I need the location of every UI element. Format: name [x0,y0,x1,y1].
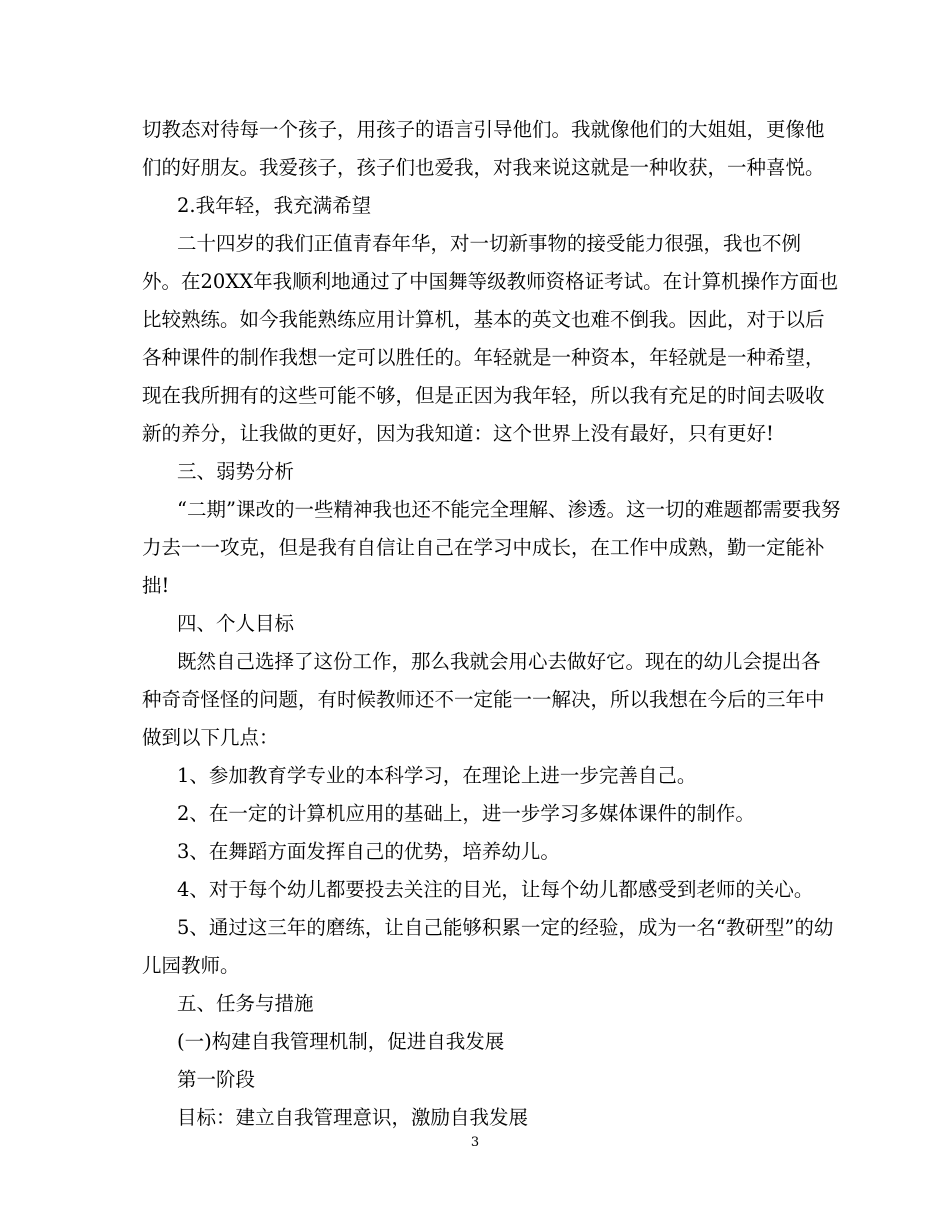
list-item: 4、对于每个幼儿都要投去关注的目光，让每个幼儿都感受到老师的关心。 [177,878,814,901]
paragraph-line: 们的好朋友。我爱孩子，孩子们也爱我，对我来说这就是一种收获，一种喜悦。 [142,156,825,179]
paragraph-line: 第一阶段 [177,1068,256,1091]
list-item: 1、参加教育学专业的本科学习，在理论上进一步完善自己。 [177,764,697,787]
paragraph-line: 既然自己选择了这份工作，那么我就会用心去做好它。现在的幼儿会提出各 [177,650,821,673]
section-heading: 四、个人目标 [177,612,295,635]
paragraph-line: 外。在20XX年我顺利地通过了中国舞等级教师资格证考试。在计算机操作方面也 [142,270,839,293]
paragraph-line: 拙! [142,574,170,597]
paragraph-line: 儿园教师。 [142,954,240,977]
paragraph-line: 力去一一攻克，但是我有自信让自己在学习中成长，在工作中成熟，勤一定能补 [142,536,825,559]
paragraph-line: 新的养分，让我做的更好，因为我知道：这个世界上没有最好，只有更好! [142,422,774,445]
paragraph-line: “二期”课改的一些精神我也还不能完全理解、渗透。这一切的难题都需要我努 [177,498,841,521]
paragraph-line: 目标：建立自我管理意识，激励自我发展 [177,1106,529,1129]
paragraph-line: 现在我所拥有的这些可能不够，但是正因为我年轻，所以我有充足的时间去吸收 [142,384,825,407]
paragraph-line: 二十四岁的我们正值青春年华，对一切新事物的接受能力很强，我也不例 [177,232,802,255]
section-heading: 三、弱势分析 [177,460,295,483]
section-heading: 2.我年轻，我充满希望 [177,194,372,217]
paragraph-line: 比较熟练。如今我能熟练应用计算机，基本的英文也难不倒我。因此，对于以后 [142,308,825,331]
list-item: 2、在一定的计算机应用的基础上，进一步学习多媒体课件的制作。 [177,802,755,825]
page-number: 3 [470,1135,480,1150]
section-heading: 五、任务与措施 [177,992,314,1015]
paragraph-line: 各种课件的制作我想一定可以胜任的。年轻就是一种资本，年轻就是一种希望， [142,346,825,369]
subsection-heading: (一)构建自我管理机制，促进自我发展 [177,1030,505,1053]
paragraph-line: 切教态对待每一个孩子，用孩子的语言引导他们。我就像他们的大姐姐，更像他 [142,118,825,141]
list-item: 5、通过这三年的磨练，让自己能够积累一定的经验，成为一名“教研型”的幼 [177,916,834,939]
paragraph-line: 做到以下几点： [142,726,279,749]
list-item: 3、在舞蹈方面发挥自己的优势，培养幼儿。 [177,840,560,863]
paragraph-line: 种奇奇怪怪的问题，有时候教师还不一定能一一解决，所以我想在今后的三年中 [142,688,825,711]
